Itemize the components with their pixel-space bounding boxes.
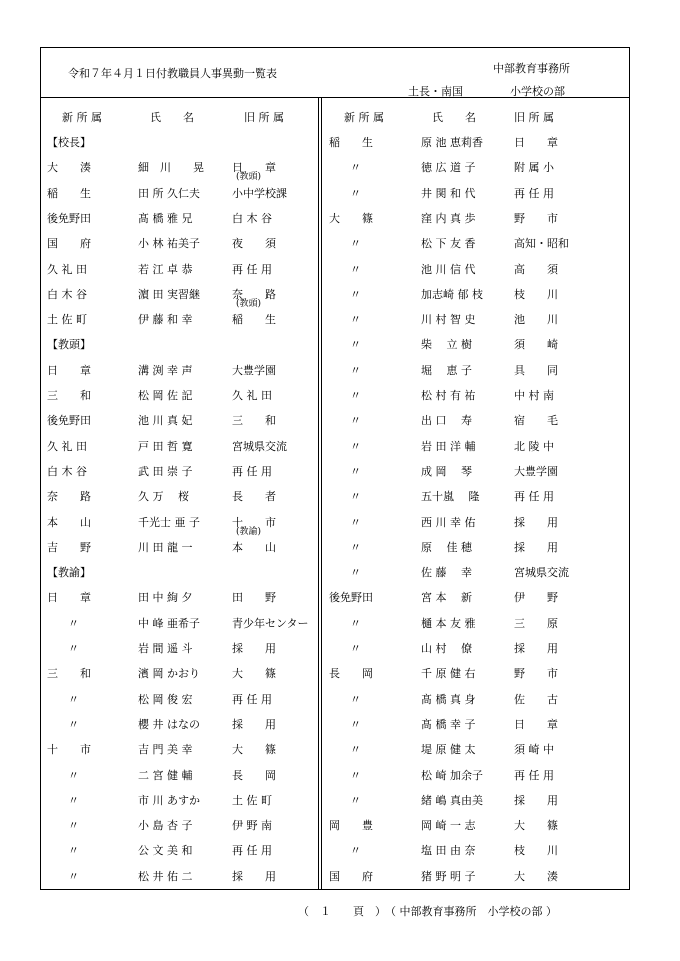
- new-post-cell: 後免野田: [47, 414, 91, 428]
- new-post-cell: 〃: [350, 616, 361, 630]
- new-post-cell: 国 府: [329, 869, 373, 883]
- new-post-cell: 稲 生: [47, 186, 91, 200]
- name-cell: 若 江 卓 恭: [138, 262, 193, 276]
- name-cell: 小 島 杏 子: [138, 819, 193, 833]
- new-post-cell: 〃: [68, 642, 79, 655]
- old-post-cell: 長 者: [232, 490, 276, 504]
- new-post-cell: 〃: [350, 313, 361, 327]
- old-post-cell: 須 崎: [514, 338, 558, 352]
- name-cell: 松 崎 加余子: [421, 768, 483, 782]
- name-cell: 五十嵐 隆: [421, 490, 480, 504]
- old-post-cell: 伊 野 南: [232, 819, 272, 833]
- old-post-cell: 再 任 用: [232, 464, 272, 478]
- name-cell: 宮 本 新: [421, 591, 472, 605]
- name-cell: 岩 田 洋 輔: [421, 439, 476, 453]
- name-cell: 樋 本 友 雅: [421, 616, 476, 630]
- name-cell: 溝 渕 幸 声: [138, 363, 193, 377]
- old-post-cell: 須 崎 中: [514, 743, 554, 757]
- old-post-cell: 高 須: [514, 262, 558, 276]
- region-label: 土長・南国: [408, 85, 463, 98]
- new-post-cell: 〃: [350, 186, 361, 200]
- name-cell: 井 関 和 代: [421, 186, 476, 200]
- old-post-cell: 大 湊: [514, 869, 558, 883]
- old-post-cell: 小中学校課: [232, 186, 287, 200]
- name-cell: 猪 野 明 子: [421, 869, 476, 883]
- old-post-cell: 再 任 用: [514, 768, 554, 782]
- right-header-new-post: 新 所 属: [344, 111, 384, 124]
- name-cell: 原 池 恵莉香: [421, 136, 483, 149]
- name-cell: 髙 橋 幸 子: [421, 717, 476, 731]
- old-post-cell: 高知・昭和: [514, 237, 569, 251]
- old-post-cell: 大 篠: [514, 819, 558, 833]
- old-post-cell: 大 篠: [232, 667, 276, 681]
- name-cell: 田 中 絢 夕: [138, 591, 193, 605]
- new-post-cell: 〃: [350, 262, 361, 276]
- new-post-cell: 後免野田: [47, 211, 91, 225]
- name-cell: 堀 恵 子: [421, 363, 472, 377]
- name-cell: 池 川 真 妃: [138, 414, 193, 428]
- name-cell: 小 林 祐美子: [138, 237, 200, 251]
- name-cell: 窪 内 真 歩: [421, 211, 476, 225]
- old-post-cell: 日 章: [514, 136, 558, 149]
- old-post-cell: 稲 生: [232, 313, 276, 327]
- new-post-cell: 三 和: [47, 667, 91, 681]
- name-cell: 松 下 友 香: [421, 237, 476, 251]
- new-post-cell: 〃: [350, 768, 361, 782]
- name-cell: 久 万 桜: [138, 490, 189, 504]
- new-post-cell: 稲 生: [329, 136, 373, 149]
- column-divider: [321, 97, 322, 890]
- old-post-cell: 三 和: [232, 414, 276, 428]
- old-post-cell: 再 任 用: [514, 490, 554, 504]
- old-post-cell: 久 礼 田: [232, 389, 272, 402]
- right-header-old-post: 旧 所 属: [514, 111, 554, 124]
- new-post-cell: 吉 野: [47, 540, 91, 554]
- new-post-cell: 〃: [68, 869, 79, 883]
- new-post-cell: 〃: [350, 515, 361, 529]
- new-post-cell: 久 礼 田: [47, 262, 87, 276]
- new-post-cell: 〃: [350, 717, 361, 731]
- new-post-cell: 大 湊: [47, 161, 91, 175]
- name-cell: 岡 崎 一 志: [421, 819, 476, 833]
- old-post-cell: 枝 川: [514, 844, 558, 858]
- old-post-cell: 田 野: [232, 591, 276, 605]
- new-post-cell: 〃: [350, 793, 361, 807]
- old-post-cell: 野 市: [514, 211, 558, 225]
- name-cell: 徳 広 道 子: [421, 161, 476, 175]
- name-cell: 成 岡 琴: [421, 464, 472, 478]
- footer-note: （ 中部教育事務所 小学校の部 ）: [385, 905, 557, 918]
- name-cell: 髙 橋 雅 兄: [138, 211, 193, 225]
- new-post-cell: 久 礼 田: [47, 439, 87, 453]
- new-post-cell: 〃: [350, 338, 361, 352]
- name-cell: 吉 門 美 幸: [138, 743, 193, 757]
- old-post-cell: 長 岡: [232, 768, 276, 782]
- old-post-cell: 宮城県交流: [514, 566, 569, 580]
- name-cell: 二 宮 健 輔: [138, 768, 193, 782]
- new-post-cell: 〃: [68, 768, 79, 782]
- new-post-cell: 日 章: [47, 363, 91, 377]
- old-post-cell: 土 佐 町: [232, 793, 272, 807]
- new-post-cell: 〃: [350, 237, 361, 251]
- new-post-cell: 〃: [350, 743, 361, 757]
- new-post-cell: 〃: [68, 819, 79, 833]
- office-name: 中部教育事務所: [493, 62, 570, 75]
- old-post-cell: 採 用: [514, 642, 558, 655]
- new-post-cell: 〃: [68, 844, 79, 858]
- left-header-old-post: 旧 所 属: [244, 111, 284, 124]
- new-post-cell: 後免野田: [329, 591, 373, 605]
- new-post-cell: 大 篠: [329, 211, 373, 225]
- new-post-cell: 〃: [350, 844, 361, 858]
- old-post-cell: 青少年センター: [232, 616, 309, 630]
- new-post-cell: 〃: [350, 692, 361, 706]
- old-post-cell: 宮城県交流: [232, 439, 287, 453]
- name-cell: 川 田 龍 一: [138, 540, 193, 554]
- name-cell: 濵 田 実習継: [138, 287, 200, 301]
- new-post-cell: 〃: [350, 287, 361, 301]
- old-post-cell: 再 任 用: [514, 186, 554, 200]
- new-post-cell: 〃: [350, 566, 361, 580]
- old-post-cell: 再 任 用: [232, 844, 272, 858]
- old-post-cell: 白 木 谷: [232, 211, 272, 225]
- name-cell: 松 井 佑 二: [138, 869, 193, 883]
- old-post-cell: 採 用: [514, 793, 558, 807]
- new-post-cell: 〃: [68, 616, 79, 630]
- old-post-cell: 大豊学園: [232, 363, 276, 377]
- name-cell: 松 岡 佐 記: [138, 389, 193, 402]
- name-cell: 千 原 健 右: [421, 667, 476, 681]
- left-header-new-post: 新 所 属: [62, 111, 102, 124]
- name-cell: 櫻 井 はなの: [138, 717, 200, 731]
- new-post-cell: 〃: [68, 793, 79, 807]
- new-post-cell: 〃: [350, 464, 361, 478]
- new-post-cell: 岡 豊: [329, 819, 373, 833]
- document-title: 令和７年４月１日付教職員人事異動一覧表: [68, 67, 277, 80]
- old-post-cell: 再 任 用: [232, 262, 272, 276]
- school-type-label: 小学校の部: [510, 85, 565, 98]
- previous-position-note: (教頭): [236, 298, 262, 309]
- new-post-cell: 土 佐 町: [47, 313, 87, 327]
- new-post-cell: 〃: [350, 439, 361, 453]
- old-post-cell: 附 属 小: [514, 161, 554, 175]
- page-number: （ １ 頁 ）: [298, 905, 386, 918]
- name-cell: 西 川 幸 佑: [421, 515, 476, 529]
- name-cell: 戸 田 哲 寛: [138, 439, 193, 453]
- right-header-name: 氏 名: [432, 111, 476, 124]
- new-post-cell: 〃: [350, 642, 361, 655]
- new-post-cell: 〃: [68, 717, 79, 731]
- old-post-cell: 採 用: [232, 717, 276, 731]
- new-post-cell: 〃: [350, 363, 361, 377]
- section-label: 【校長】: [47, 136, 91, 149]
- name-cell: 市 川 あすか: [138, 793, 200, 807]
- new-post-cell: 〃: [350, 389, 361, 402]
- old-post-cell: 北 陵 中: [514, 439, 554, 453]
- old-post-cell: 十 市: [232, 515, 276, 529]
- old-post-cell: 採 用: [514, 515, 558, 529]
- old-post-cell: 中 村 南: [514, 389, 554, 402]
- new-post-cell: 〃: [350, 161, 361, 175]
- column-divider: [318, 97, 319, 890]
- name-cell: 塩 田 由 奈: [421, 844, 476, 858]
- new-post-cell: 国 府: [47, 237, 91, 251]
- section-label: 【教頭】: [47, 338, 91, 352]
- new-post-cell: 〃: [350, 414, 361, 428]
- old-post-cell: 日 章: [232, 161, 276, 175]
- name-cell: 中 峰 亜希子: [138, 616, 200, 630]
- name-cell: 佐 藤 幸: [421, 566, 472, 580]
- name-cell: 山 村 僚: [421, 642, 472, 655]
- new-post-cell: 十 市: [47, 743, 91, 757]
- previous-position-note: (教頭): [236, 172, 262, 183]
- old-post-cell: 日 章: [514, 717, 558, 731]
- name-cell: 堤 原 健 太: [421, 743, 476, 757]
- new-post-cell: 白 木 谷: [47, 464, 87, 478]
- left-header-name: 氏 名: [150, 111, 194, 124]
- old-post-cell: 再 任 用: [232, 692, 272, 706]
- old-post-cell: 採 用: [232, 869, 276, 883]
- name-cell: 松 岡 俊 宏: [138, 692, 193, 706]
- name-cell: 松 村 有 祐: [421, 389, 476, 402]
- previous-position-note: (教諭): [236, 526, 262, 537]
- old-post-cell: 野 市: [514, 667, 558, 681]
- old-post-cell: 伊 野: [514, 591, 558, 605]
- old-post-cell: 三 原: [514, 616, 558, 630]
- name-cell: 加志崎 郁 枝: [421, 287, 483, 301]
- name-cell: 伊 藤 和 幸: [138, 313, 193, 327]
- old-post-cell: 具 同: [514, 363, 558, 377]
- name-cell: 濱 岡 かおり: [138, 667, 200, 681]
- new-post-cell: 〃: [68, 692, 79, 706]
- old-post-cell: 採 用: [232, 642, 276, 655]
- old-post-cell: 宿 毛: [514, 414, 558, 428]
- new-post-cell: 奈 路: [47, 490, 91, 504]
- name-cell: 武 田 崇 子: [138, 464, 193, 478]
- old-post-cell: 夜 須: [232, 237, 276, 251]
- old-post-cell: 大 篠: [232, 743, 276, 757]
- old-post-cell: 枝 川: [514, 287, 558, 301]
- old-post-cell: 本 山: [232, 540, 276, 554]
- old-post-cell: 採 用: [514, 540, 558, 554]
- new-post-cell: 三 和: [47, 389, 91, 402]
- name-cell: 原 佳 穂: [421, 540, 472, 554]
- new-post-cell: 長 岡: [329, 667, 373, 681]
- name-cell: 川 村 智 史: [421, 313, 476, 327]
- old-post-cell: 奈 路: [232, 287, 276, 301]
- section-label: 【教諭】: [47, 566, 91, 580]
- new-post-cell: 日 章: [47, 591, 91, 605]
- name-cell: 千光士 亜 子: [138, 515, 200, 529]
- new-post-cell: 〃: [350, 540, 361, 554]
- name-cell: 出 口 寿: [421, 414, 472, 428]
- new-post-cell: 本 山: [47, 515, 91, 529]
- old-post-cell: 佐 古: [514, 692, 558, 706]
- name-cell: 公 文 美 和: [138, 844, 193, 858]
- name-cell: 柴 立 樹: [421, 338, 472, 352]
- name-cell: 細 川 晃: [138, 161, 204, 175]
- old-post-cell: 池 川: [514, 313, 558, 327]
- name-cell: 岩 間 遥 斗: [138, 642, 193, 655]
- name-cell: 緒 嶋 真由美: [421, 793, 483, 807]
- name-cell: 髙 橋 真 身: [421, 692, 476, 706]
- name-cell: 田 所 久仁夫: [138, 186, 200, 200]
- new-post-cell: 白 木 谷: [47, 287, 87, 301]
- old-post-cell: 大豊学園: [514, 464, 558, 478]
- name-cell: 池 川 信 代: [421, 262, 476, 276]
- new-post-cell: 〃: [350, 490, 361, 504]
